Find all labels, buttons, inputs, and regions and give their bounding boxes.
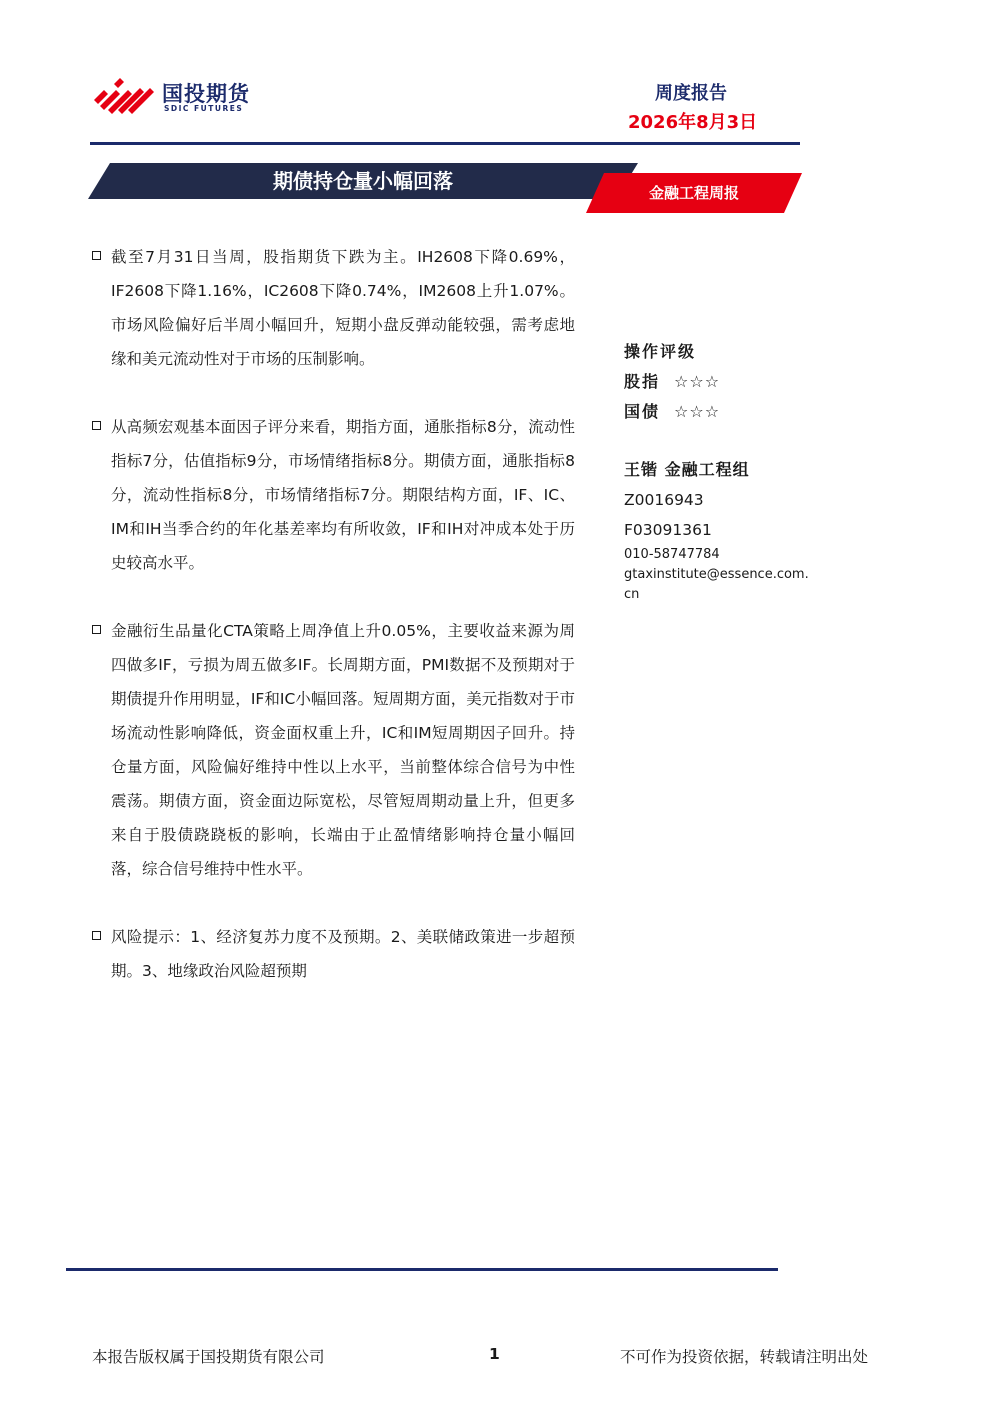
phone-number: 010-58747784 — [624, 547, 720, 562]
sidebar — [624, 337, 824, 605]
rating-label: 国债 — [624, 402, 661, 421]
report-title: 期债持仓量小幅回落 — [273, 169, 453, 193]
summary-paragraph — [90, 410, 575, 580]
paragraph-text: 风险提示：1、经济复苏力度不及预期。2、美联储政策进一步超预期。3、地缘政治风险超预期 — [111, 928, 575, 980]
logo-subtitle: SDIC FUTURES — [164, 104, 244, 113]
rating-title: 操作评级 — [624, 342, 697, 361]
company-logo — [94, 74, 264, 118]
report-body — [90, 240, 575, 1022]
star-rating-icon: ☆☆☆ — [674, 372, 721, 391]
email-line: gtaxinstitute@essence.com. — [624, 567, 809, 582]
summary-paragraph — [90, 614, 575, 886]
author-name: 王锴 金融工程组 — [624, 460, 750, 479]
square-bullet-icon — [92, 251, 101, 260]
category-tag: 金融工程周报 — [648, 184, 739, 202]
rating-label: 股指 — [624, 372, 661, 391]
rating-row-bond — [624, 397, 824, 427]
report-type: 周度报告 — [655, 83, 727, 104]
summary-paragraph — [90, 240, 575, 376]
paragraph-text: 截至7月31日当周，股指期货下跌为主。IH2608下降0.69%，IF2608下降1.16%，IC2608下降0.74%，IM2608上升1.07%。市场风险偏好后半周小幅回升，短期小盘反弹动能较强，需考虑地缘和美元流动性对于市场的压制影响。 — [111, 248, 575, 368]
copyright-notice: 本报告版权属于国投期货有限公司 — [92, 1348, 325, 1366]
report-date: 2026年8月3日 — [628, 112, 758, 133]
disclaimer: 不可作为投资依据，转载请注明出处 — [620, 1348, 869, 1366]
qualification-code: Z0016943 — [624, 491, 704, 509]
paragraph-text: 从高频宏观基本面因子评分来看，期指方面，通胀指标8分，流动性指标7分，估值指标9分，市场情绪指标8分。期债方面，通胀指标8分，流动性指标8分，市场情绪指标7分。期限结构方面，IF、IC、IM和IH当季合约的年化基差率均有所收敛，IF和IH对冲成本处于历史较高水平。 — [111, 418, 575, 572]
logo-name: 国投期货 — [162, 82, 250, 106]
logo-stripes-icon — [94, 78, 156, 114]
rating-row-index — [624, 367, 824, 397]
footer-divider — [66, 1268, 778, 1271]
square-bullet-icon — [92, 931, 101, 940]
header-divider — [90, 142, 800, 145]
paragraph-text: 金融衍生品量化CTA策略上周净值上升0.05%，主要收益来源为周四做多IF，亏损为周五做多IF。长周期方面，PMI数据不及预期对于期债提升作用明显，IF和IC小幅回落。短周期方面，美元指数对于市场流动性影响降低，资金面权重上升，IC和IM短周期因子回升。持仓量方面，风险偏好维持中性以上水平，当前整体综合信号为中性震荡。期债方面，资金面边际宽松，尽管短周期动量上升，但更多来自于股债跷跷板的影响，长端由于止盈情绪影响持仓量小幅回落，综合信号维持中性水平。 — [111, 622, 575, 878]
risk-paragraph — [90, 920, 575, 988]
email-line: cn — [624, 587, 640, 602]
square-bullet-icon — [92, 421, 101, 430]
square-bullet-icon — [92, 625, 101, 634]
page-number: 1 — [489, 1345, 500, 1363]
certificate-code: F03091361 — [624, 521, 712, 539]
star-rating-icon: ☆☆☆ — [674, 402, 721, 421]
